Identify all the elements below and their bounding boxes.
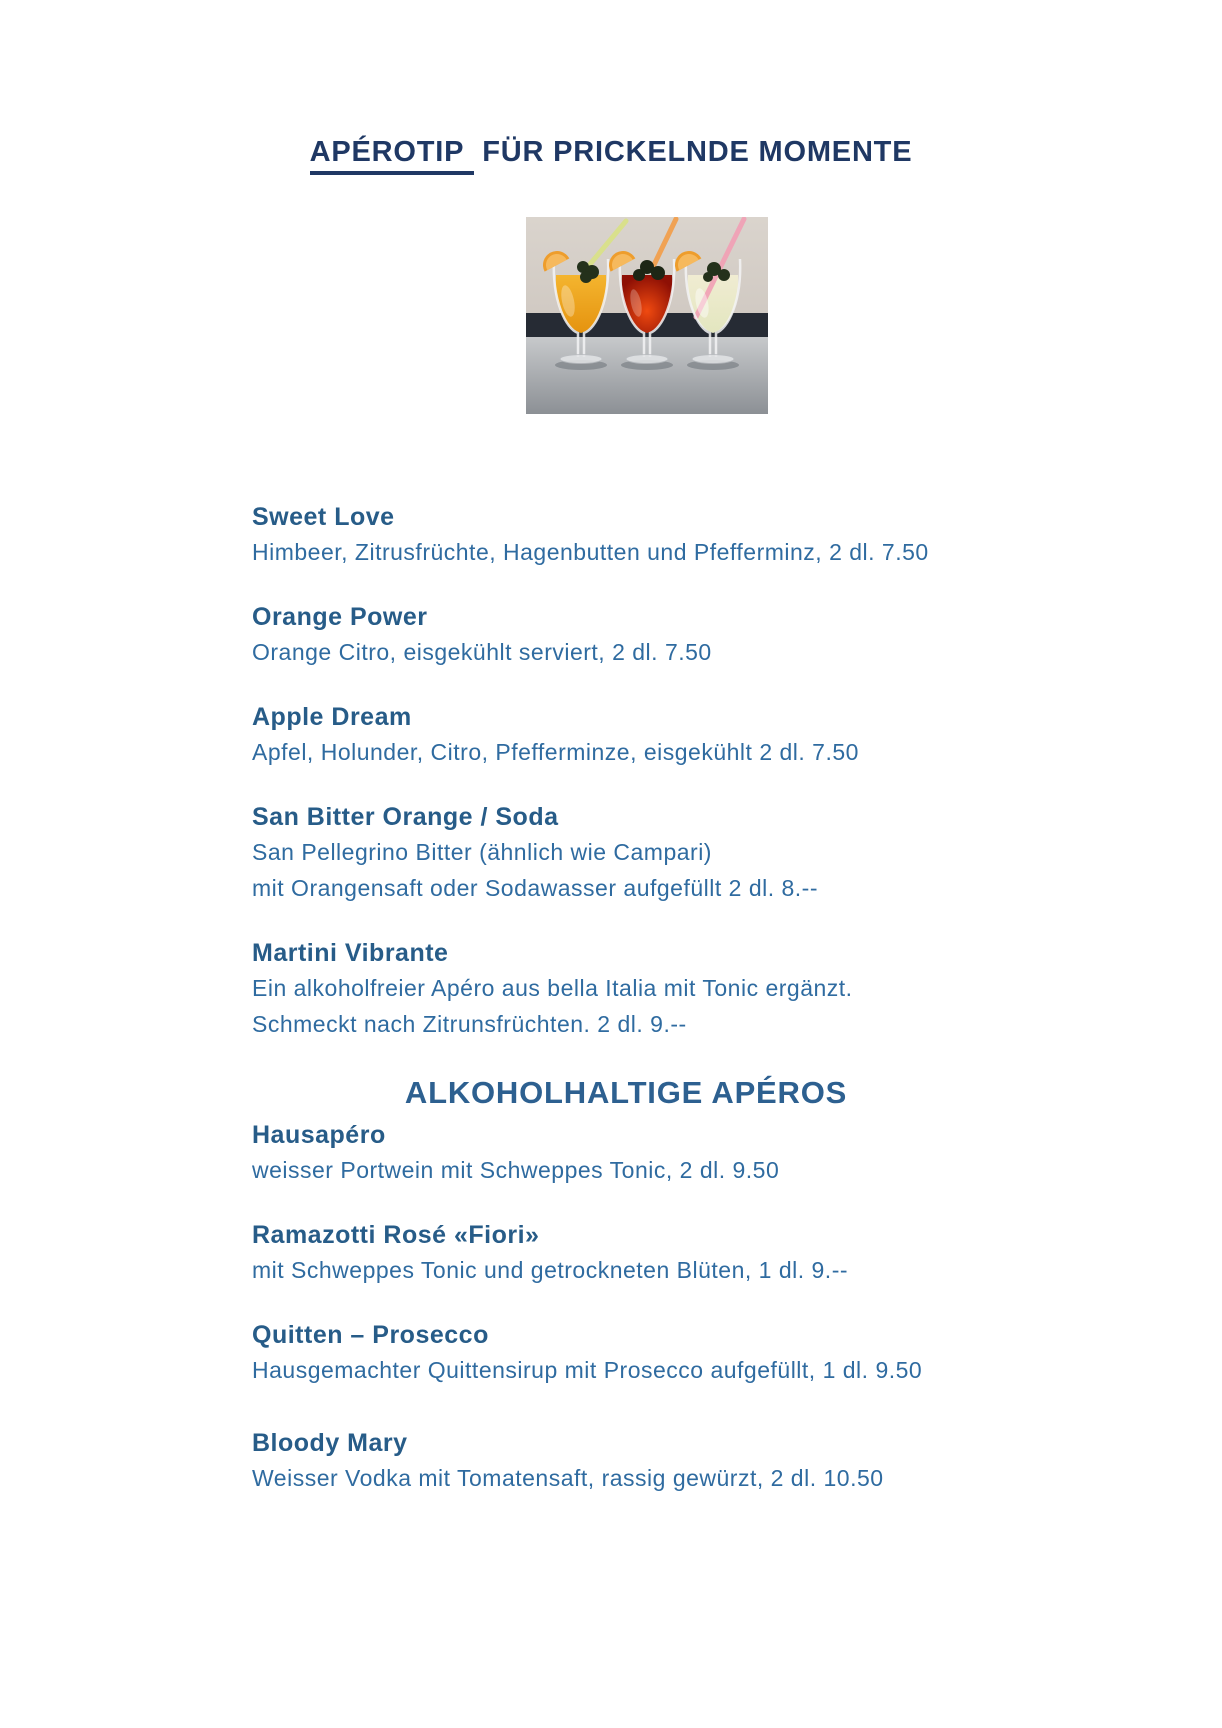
item-name: Hausapéro: [252, 1121, 386, 1149]
menu-item-apple-dream: [252, 700, 1000, 770]
menu-item-hausapero: [252, 1118, 1000, 1188]
item-description: Hausgemachter Quittensirup mit Prosecco aufgefüllt, 1 dl. 9.50: [252, 1357, 923, 1383]
item-description: Schmeckt nach Zitrunsfrüchten. 2 dl. 9.--: [252, 1011, 687, 1037]
item-name: Bloody Mary: [252, 1429, 408, 1457]
item-description: weisser Portwein mit Schweppes Tonic, 2 dl. 9.50: [252, 1157, 780, 1183]
item-description: Himbeer, Zitrusfrüchte, Hagenbutten und Pfefferminz, 2 dl. 7.50: [252, 539, 929, 565]
item-description: mit Schweppes Tonic und getrockneten Blüten, 1 dl. 9.--: [252, 1257, 849, 1283]
page-title-underlined: APÉROTIP: [310, 136, 475, 175]
item-name: Sweet Love: [252, 503, 395, 531]
item-name: Apple Dream: [252, 703, 412, 731]
item-name: Martini Vibrante: [252, 939, 449, 967]
menu-item-sweet-love: [252, 500, 1000, 570]
page-title-rest: FÜR PRICKELNDE MOMENTE: [482, 136, 913, 168]
page-title: [0, 0, 1222, 171]
item-description: mit Orangensaft oder Sodawasser aufgefüllt 2 dl. 8.--: [252, 875, 819, 901]
item-description: Apfel, Holunder, Citro, Pfefferminze, eisgekühlt 2 dl. 7.50: [252, 739, 859, 765]
menu-list: [252, 500, 1000, 1496]
section-heading-alkoholhaltige-aperos: ALKOHOLHALTIGE APÉROS: [404, 1075, 848, 1110]
menu-item-orange-power: [252, 600, 1000, 670]
item-description: Ein alkoholfreier Apéro aus bella Italia mit Tonic ergänzt.: [252, 975, 853, 1001]
menu-item-bloody-mary: [252, 1426, 1000, 1496]
item-name: San Bitter Orange / Soda: [252, 803, 559, 831]
item-description: Orange Citro, eisgekühlt serviert, 2 dl. 7.50: [252, 639, 712, 665]
item-name: Ramazotti Rosé «Fiori»: [252, 1221, 540, 1249]
item-description: Weisser Vodka mit Tomatensaft, rassig gewürzt, 2 dl. 10.50: [252, 1465, 884, 1491]
menu-item-quitten-prosecco: [252, 1318, 1000, 1388]
item-name: Quitten – Prosecco: [252, 1321, 489, 1349]
item-name: Orange Power: [252, 603, 428, 631]
item-description: San Pellegrino Bitter (ähnlich wie Campari): [252, 839, 712, 865]
menu-item-san-bitter: [252, 800, 1000, 906]
menu-item-ramazotti-rose: [252, 1218, 1000, 1288]
menu-item-martini-vibrante: [252, 936, 1000, 1042]
aperitif-cocktails-photo: [526, 217, 768, 414]
